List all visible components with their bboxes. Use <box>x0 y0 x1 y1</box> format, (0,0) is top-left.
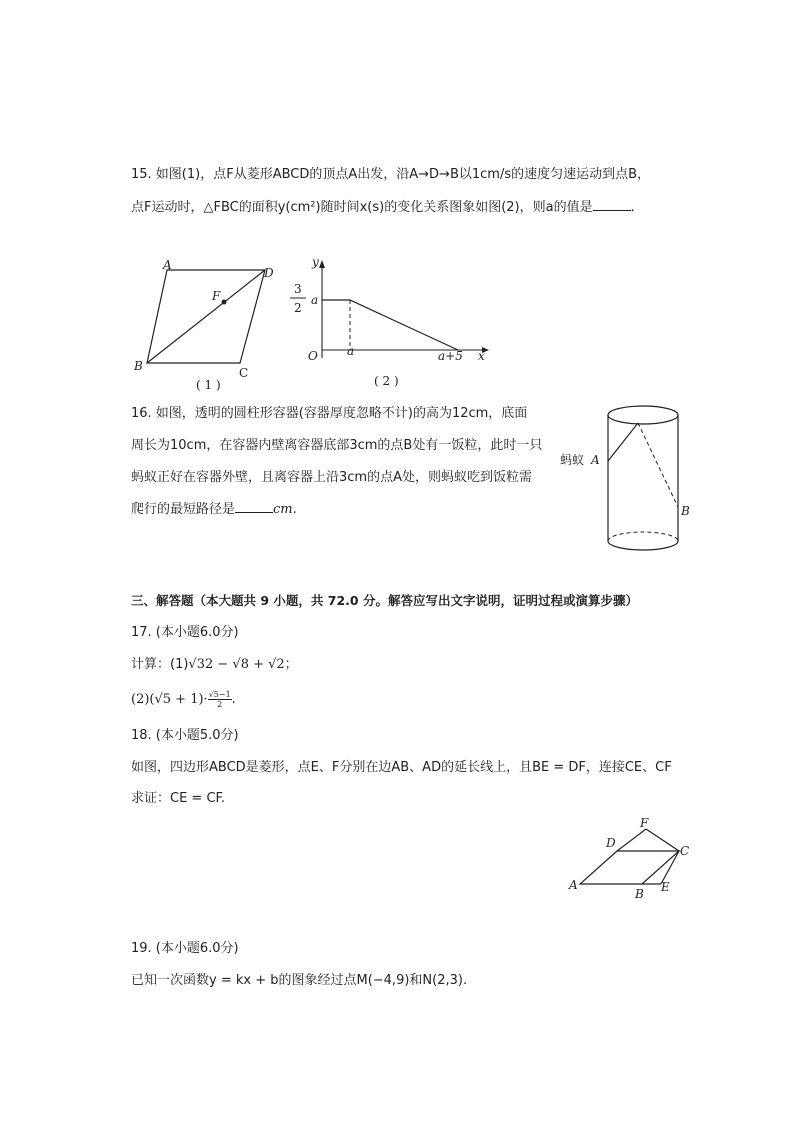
ant-path-inside <box>638 423 678 507</box>
segment-cf <box>646 829 679 851</box>
q17-head: 17. (本小题6.0分) <box>131 625 239 640</box>
q19-line1: 已知一次函数y = kx + b的图象经过点M(−4,9)和N(2,3). <box>131 973 468 988</box>
q17-part2 <box>131 690 236 709</box>
q19-head: 19. (本小题6.0分) <box>131 941 239 956</box>
label-d: D <box>264 266 274 280</box>
q16-line3: 蚂蚁正好在容器外壁，且离容器上沿3cm的点A处，则蚂蚁吃到饭粒需 <box>131 470 532 485</box>
label-c: C <box>239 366 249 380</box>
q17-expr2: (2)(√5 + 1)· <box>131 692 208 707</box>
q15-figure1 <box>130 258 290 393</box>
q16-cylinder-figure <box>560 403 700 558</box>
figure2-caption: ( 2 ) <box>374 374 399 388</box>
cylinder-bottom-front <box>608 541 678 550</box>
q15-figure2 <box>286 254 496 394</box>
q18-line1: 如图，四边形ABCD是菱形，点E、F分别在边AB、AD的延长线上，且BE = DF，连接CE、CF <box>131 760 672 775</box>
q15-line1: 15. 如图(1)，点F从菱形ABCD的顶点A出发，沿A→D→B以1cm/s的速度匀速运动到点B， <box>131 167 651 182</box>
label-d-q18: D <box>606 836 616 850</box>
ant-path-outside <box>608 423 638 461</box>
q17-frac-den: 2 <box>217 700 223 709</box>
label-f: F <box>212 289 221 303</box>
q16-answer-blank <box>235 500 273 513</box>
label-b-q18: B <box>635 887 644 901</box>
q18-head: 18. (本小题5.0分) <box>131 728 239 743</box>
point-a-label: A <box>591 453 600 467</box>
graph-line <box>322 300 458 350</box>
label-a-q18: A <box>569 878 578 892</box>
origin-label: O <box>308 349 318 363</box>
cylinder-bottom-back <box>608 532 678 541</box>
q15-answer-blank <box>593 198 631 211</box>
axis-label-x: x <box>478 349 485 363</box>
axis-label-y: y <box>312 255 319 269</box>
q15-line2 <box>131 198 635 217</box>
label-b: B <box>134 359 143 373</box>
frac-denominator: 2 <box>294 301 302 315</box>
q17-part1 <box>131 656 298 674</box>
q15-line2-end: . <box>630 200 635 215</box>
ant-label: 蚂蚁 <box>560 453 585 467</box>
q18-line2: 求证：CE = CF. <box>131 791 226 806</box>
q16-line4-text: 爬行的最短路径是 <box>131 502 236 517</box>
q17-calc-label: 计算：(1) <box>131 657 189 672</box>
q16-line2: 周长为10cm，在容器内壁离容器底部3cm的点B处有一饭粒，此时一只 <box>131 438 543 453</box>
segment-df <box>617 829 646 851</box>
frac-numerator: 3 <box>294 282 302 296</box>
x-tick-a-plus-5: a+5 <box>438 349 463 363</box>
label-a: A <box>163 258 172 272</box>
q16-line4 <box>131 500 297 519</box>
section3-heading: 三、解答题（本大题共 9 小题，共 72.0 分。解答应写出文字说明，证明过程或演算步骤） <box>131 593 638 608</box>
q17-fraction <box>208 690 232 709</box>
figure1-caption: ( 1 ) <box>196 378 221 392</box>
diagonal-bd <box>147 270 265 363</box>
q15-line2-text: 点F运动时，△FBC的面积y(cm²)随时间x(s)的变化关系图象如图(2)，则a的值是 <box>131 200 593 215</box>
y-axis-arrow <box>319 260 325 268</box>
point-f <box>222 300 227 305</box>
label-f-q18: F <box>640 816 649 830</box>
point-b-label: B <box>681 504 690 518</box>
q17-expr1: √32 − √8 + √2； <box>188 657 298 672</box>
y-tick-a: a <box>311 293 319 307</box>
q17-expr2-end: . <box>231 692 236 707</box>
q18-figure <box>566 815 696 905</box>
q16-line1: 16. 如图，透明的圆柱形容器(容器厚度忽略不计)的高为12cm，底面 <box>131 406 528 421</box>
label-c-q18: C <box>680 844 690 858</box>
x-tick-a: a <box>347 344 355 358</box>
q16-unit: cm. <box>273 502 297 517</box>
label-e-q18: E <box>661 880 670 894</box>
cylinder-top <box>608 406 678 424</box>
q17-frac-num: √5−1 <box>208 690 231 699</box>
